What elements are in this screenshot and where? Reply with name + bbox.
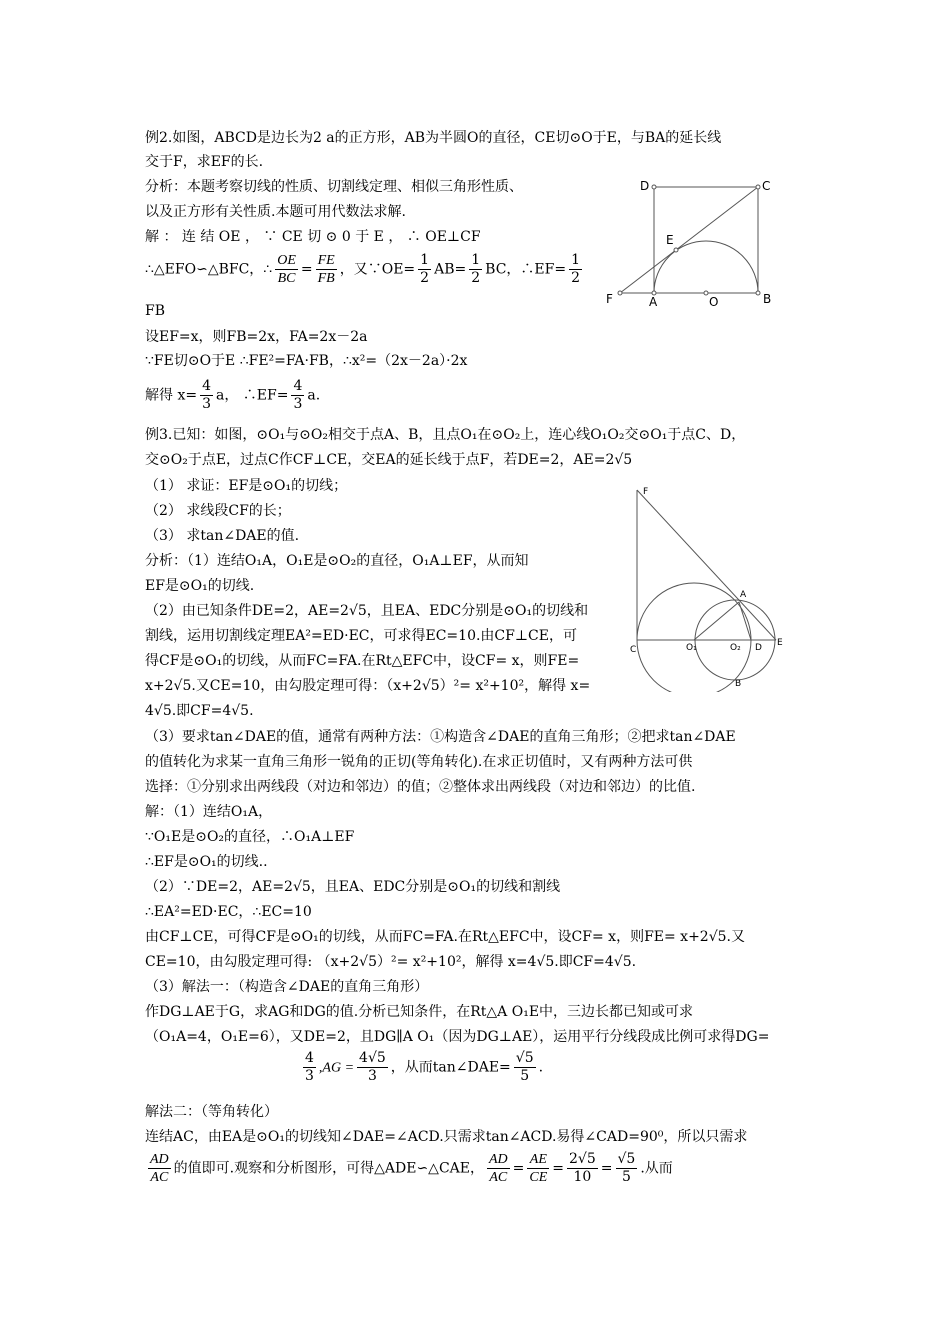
- ex3-solution14: [145, 1151, 673, 1186]
- numerator: 1: [571, 252, 580, 268]
- ex3-question2: （2） 求线段CF的长；: [145, 503, 291, 519]
- ex3-question1: （1） 求证：EF是⊙O₁的切线；: [145, 478, 348, 494]
- ex2-solution6: [145, 378, 320, 413]
- numerator: 4√5: [359, 1050, 386, 1066]
- ex3-solution8: （3）解法一：（构造含∠DAE的直角三角形）: [145, 979, 429, 995]
- label-a: A: [740, 590, 747, 600]
- text-segment: AB=: [434, 261, 467, 278]
- fraction: [514, 1050, 536, 1085]
- fraction: [357, 1050, 388, 1085]
- label-a: A: [649, 295, 658, 309]
- numerator: AD: [150, 1152, 169, 1167]
- ex3-analysis4: 割线，运用切割线定理EA²=ED·EC，可求得EC=10.由CF⊥CE，可: [145, 628, 577, 644]
- ex2-solution1: 解 ： 连 结 OE ， ∵ CE 切 ⊙ 0 于 E ， ∴ OE⊥CF: [145, 229, 481, 245]
- ex3-analysis5: 得CF是⊙O₁的切线，从而FC=FA.在Rt△EFC中，设CF= x，则FE=: [145, 653, 580, 669]
- ex3-analysis3: （2）由已知条件DE=2，AE=2√5，且EA、EDC分别是⊙O₁的切线和: [145, 603, 589, 619]
- figure-two-circles: [625, 482, 795, 692]
- denominator: 2: [420, 270, 430, 286]
- label-e: E: [666, 233, 674, 247]
- text-segment: .从而: [640, 1160, 673, 1177]
- numerator: 1: [471, 252, 481, 268]
- numerator: 1: [420, 252, 430, 268]
- text-segment: =: [512, 1160, 525, 1177]
- ex3-solution12: 解法二：（等角转化）: [145, 1104, 278, 1120]
- label-f: F: [606, 292, 613, 306]
- numerator: √5: [515, 1050, 534, 1066]
- text-segment: ∴△EFO∽△BFC，∴: [145, 261, 273, 278]
- figure-square-semicircle: [600, 172, 790, 312]
- point-c: [756, 185, 760, 189]
- ex3-solution5: ∴EA²=ED·EC，∴EC=10: [145, 904, 312, 920]
- denominator: 3: [293, 396, 303, 412]
- denominator: AC: [150, 1170, 169, 1185]
- denominator: 3: [367, 1068, 377, 1084]
- label-d: D: [640, 179, 650, 193]
- ex3-solution4: （2）∵DE=2，AE=2√5，且EA、EDC分别是⊙O₁的切线和割线: [145, 879, 561, 895]
- denominator: AC: [489, 1170, 508, 1185]
- ex3-analysis9: 的值转化为求某一直角三角形一锐角的正切(等角转化).在求正切值时，又有两种方法可供: [145, 754, 693, 770]
- label-d: D: [755, 643, 762, 653]
- ex3-analysis8: （3）要求tan∠DAE的值，通常有两种方法：①构造含∠DAE的直角三角形；②把求tan∠DAE: [145, 729, 736, 745]
- label-b: B: [735, 679, 742, 689]
- text-segment: =: [552, 1160, 565, 1177]
- ex3-solution1: 解：（1）连结O₁A，: [145, 804, 273, 820]
- ex3-solution2: ∵O₁E是⊙O₂的直径，∴O₁A⊥EF: [145, 829, 355, 845]
- point-f: [618, 291, 622, 295]
- ex3-solution10: （O₁A=4，O₁E=6），又DE=2，且DG∥A O₁（因为DG⊥AE），运用平行分线段成比例可求得DG=: [145, 1029, 770, 1045]
- ex2-analysis2: 以及正方形有关性质.本题可用代数法求解.: [145, 204, 406, 220]
- numerator: 4: [202, 378, 211, 394]
- numerator: AE: [529, 1152, 547, 1167]
- ex3-analysis2: EF是⊙O₁的切线.: [145, 578, 255, 594]
- numerator: 4: [293, 378, 303, 394]
- ex3-analysis1: 分析：（1）连结O₁A，O₁E是⊙O₂的直径，O₁A⊥EF，从而知: [145, 553, 529, 569]
- label-c: C: [630, 645, 637, 655]
- ex2-line2: 交于F，求EF的长.: [145, 154, 264, 170]
- fraction: [316, 252, 337, 287]
- text-segment: 的值即可.观察和分析图形，可得△ADE∽△CAE，: [173, 1160, 484, 1177]
- ex3-analysis7: 4√5.即CF=4√5.: [145, 703, 254, 719]
- text-segment: ，又∵OE=: [339, 261, 416, 278]
- text-segment: 解得 x=: [145, 387, 198, 404]
- numerator: AD: [488, 1152, 508, 1167]
- text-segment: ,AG =: [318, 1060, 355, 1076]
- denominator: 5: [520, 1068, 530, 1084]
- numerator: 4: [305, 1050, 314, 1066]
- line-o1a: [694, 602, 739, 640]
- semicircle: [654, 241, 758, 293]
- fraction: [487, 1151, 510, 1186]
- ex3-solution13: 连结AC，由EA是⊙O₁的切线知∠DAE=∠ACD.只需求tan∠ACD.易得∠CAD=90⁰，所以只需求: [145, 1129, 748, 1145]
- ex3-solution3: ∴EF是⊙O₁的切线..: [145, 854, 268, 870]
- denominator: 10: [573, 1169, 592, 1185]
- denominator: 2: [571, 270, 580, 286]
- label-c: C: [762, 179, 771, 193]
- ex2-line1: 例2.如图，ABCD是边长为2 a的正方形，AB为半圆O的直径，CE切⊙O于E，与BA的延长线: [145, 130, 722, 146]
- ex3-line2: 交⊙O₂于点E，过点C作CF⊥CE，交EA的延长线于点F，若DE=2，AE=2√5: [145, 452, 633, 468]
- fraction: [616, 1151, 638, 1186]
- label-b: B: [763, 292, 772, 306]
- fraction: [291, 378, 304, 413]
- point-o: [704, 291, 708, 295]
- text-segment: a.: [307, 387, 321, 404]
- denominator: 3: [202, 396, 211, 412]
- fraction: [567, 1151, 598, 1186]
- ex3-analysis10: 选择：①分别求出两线段（对边和邻边）的值；②整体求出两线段（对边和邻边）的比值.: [145, 779, 696, 795]
- ex3-question3: （3） 求tan∠DAE的值.: [145, 528, 300, 544]
- denominator: BC: [277, 271, 296, 286]
- fraction: [303, 1050, 316, 1085]
- ex2-solution2: ∴△EFO∽△BFC，∴ $\frac{OE}{BC}$ = $\frac{FE}{FB}$ ，又∵OE= $\frac{1}{2}$ AB= $\frac{1}{2}$ BC，∴EF= $\frac{1}{2}$: [145, 252, 580, 286]
- line-fc: [620, 187, 758, 293]
- text-segment: a， ∴EF=: [216, 387, 289, 404]
- denominator: 2: [471, 270, 481, 286]
- ex3-solution11: [300, 1050, 543, 1085]
- text-segment: =: [600, 1160, 613, 1177]
- line-fe: [637, 490, 776, 640]
- text-segment: ，从而tan∠DAE=: [390, 1059, 511, 1076]
- line-ad: [739, 602, 751, 640]
- numerator: OE: [277, 253, 296, 268]
- ex3-solution6: 由CF⊥CE，可得CF是⊙O₁的切线，从而FC=FA.在Rt△EFC中，设CF= x，则FE= x+2√5.又: [145, 929, 745, 945]
- label-o1: O₁: [686, 643, 697, 653]
- fraction: [148, 1151, 171, 1186]
- fraction: [569, 252, 582, 287]
- ex3-solution7: CE=10，由勾股定理可得: （x+2√5）²= x²+10²，解得 x=4√5.即CF=4√5.: [145, 954, 637, 970]
- denominator: 5: [621, 1169, 631, 1185]
- fraction: [469, 252, 482, 287]
- label-o2: O₂: [730, 643, 741, 653]
- numerator: FE: [317, 253, 335, 268]
- fraction: [418, 252, 431, 287]
- circle-o1: [637, 583, 751, 692]
- ex2-solution3: FB: [145, 303, 166, 319]
- denominator: CE: [529, 1170, 548, 1185]
- point-d: [652, 185, 656, 189]
- ex3-line1: 例3.已知：如图，⊙O₁与⊙O₂相交于点A、B，且点O₁在⊙O₂上，连心线O₁O₂交⊙O₁于点C、D，: [145, 427, 746, 443]
- numerator: 2√5: [569, 1151, 596, 1167]
- fraction: [200, 378, 213, 413]
- text-segment: .: [538, 1059, 544, 1076]
- ex2-solution4: 设EF=x，则FB=2x，FA=2x－2a: [145, 329, 368, 345]
- ex2-solution5: ∵FE切⊙O于E ∴FE²=FA·FB，∴x²=（2x－2a）·2x: [145, 353, 468, 369]
- label-f: F: [643, 487, 649, 497]
- denominator: FB: [317, 271, 335, 286]
- numerator: √5: [617, 1151, 636, 1167]
- ex3-analysis6: x+2√5.又CE=10，由勾股定理可得：（x+2√5）²= x²+10²，解得 x=: [145, 678, 591, 694]
- ex2-analysis1: 分析：本题考察切线的性质、切割线定理、相似三角形性质、: [145, 179, 523, 195]
- denominator: 3: [305, 1068, 314, 1084]
- fraction: [275, 252, 298, 287]
- text-segment: BC，∴EF=: [485, 261, 567, 278]
- ex3-solution9: 作DG⊥AE于G，求AG和DG的值.分析已知条件，在Rt△A O₁E中，三边长都已知或可求: [145, 1004, 694, 1020]
- label-o: O: [709, 295, 719, 309]
- label-e: E: [777, 638, 783, 648]
- point-b: [756, 291, 760, 295]
- point-e: [674, 248, 678, 252]
- fraction: [527, 1151, 549, 1186]
